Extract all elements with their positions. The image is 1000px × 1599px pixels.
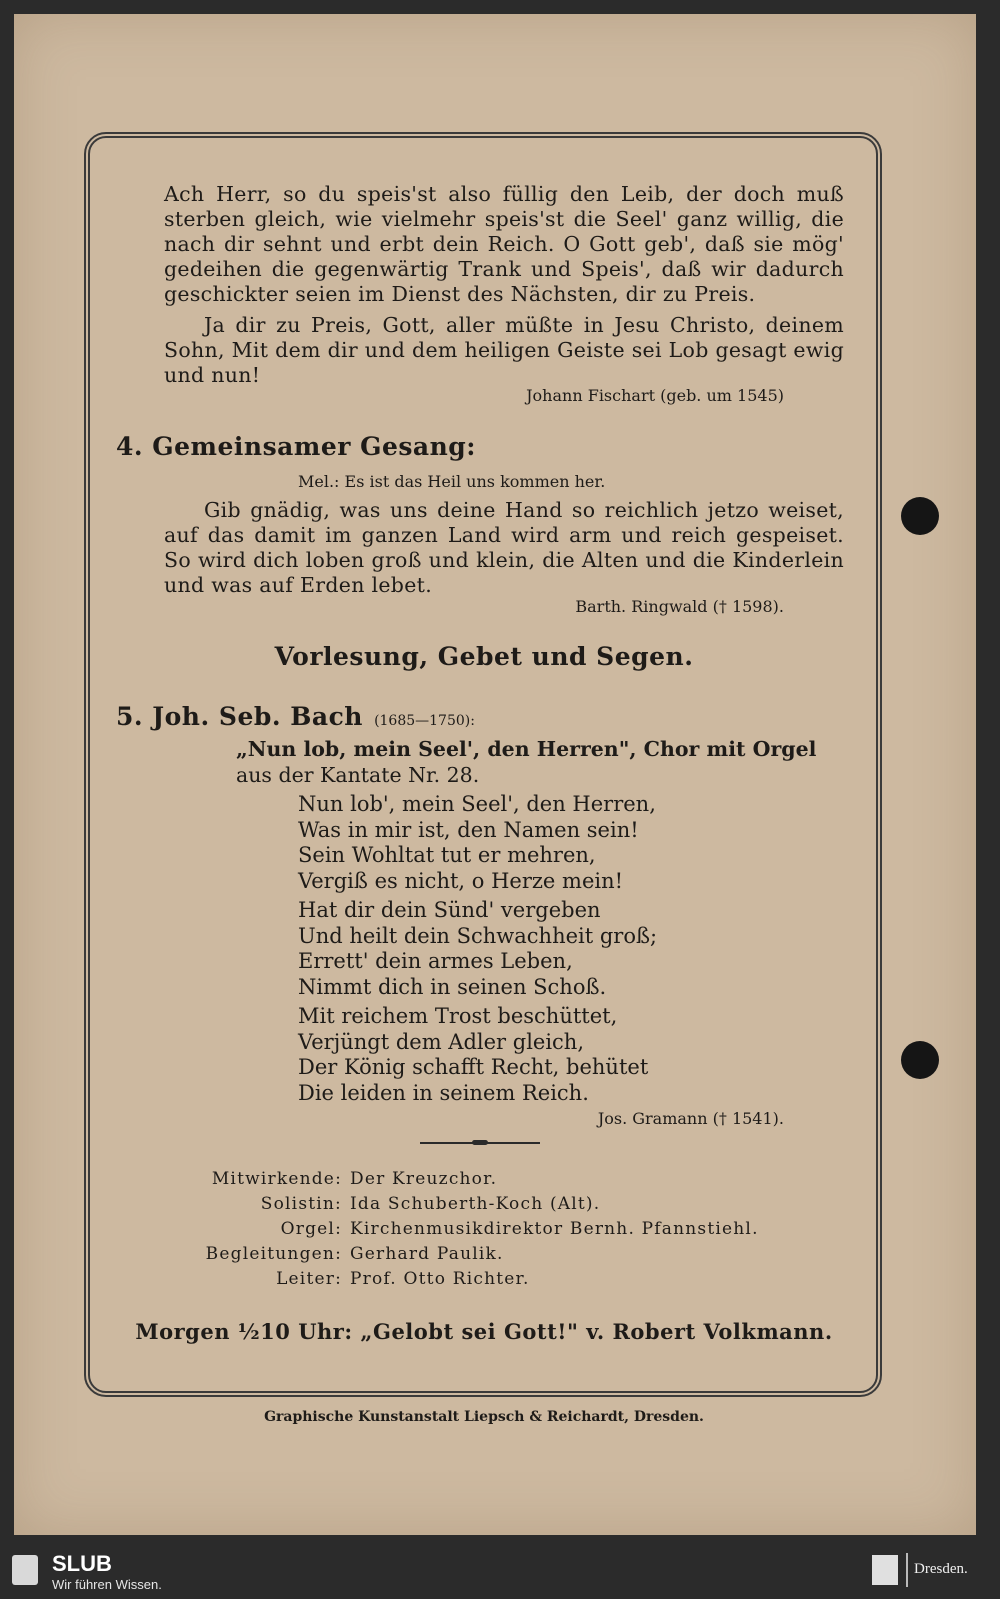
credit-label: Orgel: <box>280 1219 342 1239</box>
melody-note: Mel.: Es ist das Heil uns kommen her. <box>298 472 606 491</box>
credit-value: Ida Schuberth-Koch (Alt). <box>350 1194 601 1214</box>
dresden-crest-icon <box>872 1555 898 1585</box>
credit-row <box>154 1217 794 1242</box>
section-4-attribution: Barth. Ringwald († 1598). <box>575 597 784 616</box>
punch-hole <box>901 1041 939 1079</box>
credit-value: Kirchenmusikdirektor Bernh. Pfannstiehl. <box>350 1219 759 1239</box>
credit-value: Prof. Otto Richter. <box>350 1269 530 1289</box>
credit-label: Begleitungen: <box>205 1244 342 1264</box>
poem-line: Was in mir ist, den Namen sein! <box>298 817 639 842</box>
section-5-heading-line <box>116 702 816 731</box>
work-title-line-1: „Nun lob, mein Seel', den Herren", Chor mit Orgel <box>236 737 817 761</box>
slub-name[interactable]: SLUB <box>52 1551 112 1576</box>
composer-years: (1685—1750): <box>374 713 475 729</box>
poem-line: Nimmt dich in seinen Schoß. <box>298 974 607 999</box>
section-5-heading: 5. Joh. Seb. Bach <box>116 702 363 731</box>
poem-line: Errett' dein armes Leben, <box>298 949 573 973</box>
credit-label: Mitwirkende: <box>211 1169 342 1189</box>
ornamental-divider <box>420 1141 540 1145</box>
section-5-attribution: Jos. Gramann († 1541). <box>597 1109 784 1128</box>
dresden-logo-text[interactable]: Dresden. <box>914 1561 968 1577</box>
reading-heading: Vorlesung, Gebet und Segen. <box>274 642 694 671</box>
fischart-paragraph-1: Ach Herr, so du speis'st also füllig den Leib, der doch muß sterben gleich, wie vielmehr speis'st die Seel' ganz willig, die nach dir sehnt und erbt dein Reich. O Gott geb', daß sie mög' gedeihen die gegenwärtig Trank und Speis', daß wir dadurch geschickter seien im Dienst des Nächsten, dir zu Preis. <box>164 182 844 306</box>
poem-line: Verjüngt dem Adler gleich, <box>298 1029 585 1054</box>
poem-line: Hat dir dein Sünd' vergeben <box>298 898 601 922</box>
credit-row <box>154 1242 794 1267</box>
credit-value: Gerhard Paulik. <box>350 1244 504 1264</box>
footer-separator <box>906 1553 908 1587</box>
work-title <box>236 736 846 788</box>
credit-row <box>154 1167 794 1192</box>
credits <box>154 1167 794 1292</box>
poem-line: Vergiß es nicht, o Herze mein! <box>298 868 624 893</box>
program-page <box>14 14 976 1535</box>
credit-row <box>154 1267 794 1292</box>
poem-line: Die leiden in seinem Reich. <box>298 1080 589 1105</box>
poem-line: Und heilt dein Schwachheit groß; <box>298 923 658 948</box>
poem-line: Sein Wohltat tut er mehren, <box>298 843 596 867</box>
credit-value: Der Kreuzchor. <box>350 1169 498 1189</box>
section-4-hymn-text: Gib gnädig, was uns deine Hand so reichlich jetzo weiset, auf das damit im ganzen Land wird arm und reich gespeiset. So wird dich loben groß und klein, die Alten und die Kinderlein und was auf Erden lebet. <box>164 498 844 597</box>
poem-line: Der König schafft Recht, behütet <box>298 1055 649 1079</box>
credit-label: Leiter: <box>276 1269 342 1289</box>
punch-hole <box>901 497 939 535</box>
slub-logo-icon <box>12 1555 38 1585</box>
bach-poem <box>298 792 818 1106</box>
printer-imprint: Graphische Kunstanstalt Liepsch & Reichardt, Dresden. <box>264 1409 704 1425</box>
fischart-paragraph-2: Ja dir zu Preis, Gott, aller müßte in Jesu Christo, deinem Sohn, Mit dem dir und dem heiligen Geiste sei Lob gesagt ewig und nun! <box>164 313 844 387</box>
section-4-heading: 4. Gemeinsamer Gesang: <box>116 432 477 461</box>
credit-label: Solistin: <box>260 1194 342 1214</box>
announcement: Morgen ½10 Uhr: „Gelobt sei Gott!" v. Robert Volkmann. <box>135 1319 833 1344</box>
poem-line: Mit reichem Trost beschüttet, <box>298 1004 618 1028</box>
poem-line: Nun lob', mein Seel', den Herren, <box>298 792 656 816</box>
fischart-attribution: Johann Fischart (geb. um 1545) <box>526 386 784 405</box>
credit-row <box>154 1192 794 1217</box>
work-title-line-2: aus der Kantate Nr. 28. <box>236 763 480 787</box>
slub-tagline: Wir führen Wissen. <box>52 1577 162 1592</box>
